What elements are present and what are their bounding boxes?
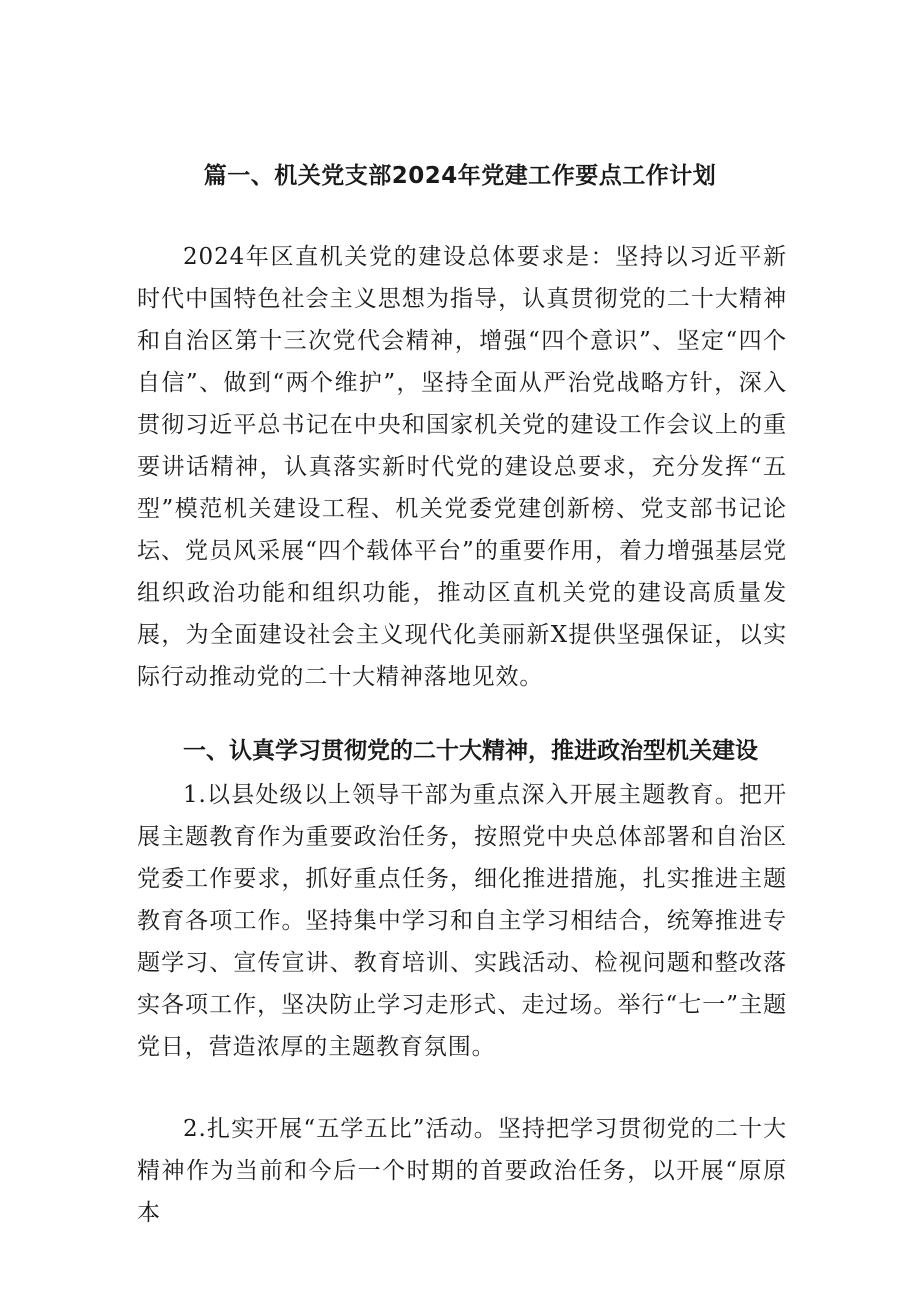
- list-item-1: 1.以县处级以上领导干部为重点深入开展主题教育。把开展主题教育作为重要政治任务，按照党中央总体部署和自治区党委工作要求，抓好重点任务，细化推进措施，扎实推进主题教育各项工作。坚持集中学习和自主学习相结合，统筹推进专题学习、宣传宣讲、教育培训、实践活动、检视问题和整改落实各项工作，坚决防止学习走形式、走过场。举行“七一”主题党日，营造浓厚的主题教育氛围。: [137, 782, 787, 1060]
- section-heading: 一、认真学习贯彻党的二十大精神，推进政治型机关建设: [183, 738, 758, 764]
- document-title: 篇一、机关党支部2024年党建工作要点工作计划: [203, 163, 717, 189]
- intro-paragraph: 2024年区直机关党的建设总体要求是：坚持以习近平新时代中国特色社会主义思想为指导，认真贯彻党的二十大精神和自治区第十三次党代会精神，增强“四个意识”、坚定“四个自信”、做到“两个维护”，坚持全面从严治党战略方针，深入贯彻习近平总书记在中央和国家机关党的建设工作会议上的重要讲话精神，认真落实新时代党的建设总要求，充分发挥“五型”模范机关建设工程、机关党委党建创新榜、党支部书记论坛、党员风采展“四个载体平台”的重要作用，着力增强基层党组织政治功能和组织功能，推动区直机关党的建设高质量发展，为全面建设社会主义现代化美丽新X提供坚强保证，以实际行动推动党的二十大精神落地见效。: [137, 244, 787, 690]
- list-item-2: 2.扎实开展“五学五比”活动。坚持把学习贯彻党的二十大精神作为当前和今后一个时期的首要政治任务，以开展“原原本: [137, 1116, 787, 1226]
